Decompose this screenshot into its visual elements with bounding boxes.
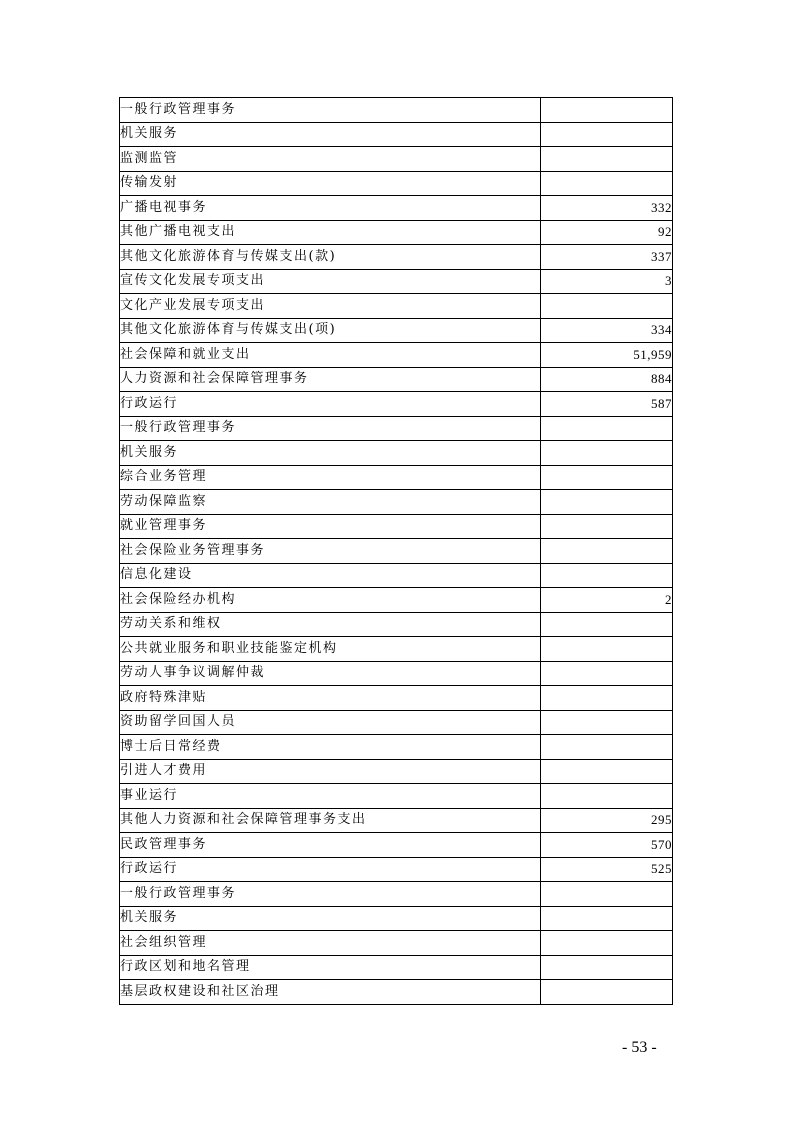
item-name-cell: 机关服务 <box>120 122 541 147</box>
table-row <box>120 367 673 392</box>
table-row <box>120 294 673 319</box>
item-name-cell: 劳动人事争议调解仲裁 <box>120 661 541 686</box>
table-row <box>120 612 673 637</box>
table-row <box>120 490 673 515</box>
table-row <box>120 147 673 172</box>
table-row <box>120 465 673 490</box>
item-name-cell: 信息化建设 <box>120 563 541 588</box>
item-name-cell: 事业运行 <box>120 784 541 809</box>
item-name-cell: 公共就业服务和职业技能鉴定机构 <box>120 637 541 662</box>
amount-cell: 570 <box>541 833 673 858</box>
table-row <box>120 563 673 588</box>
table-row <box>120 514 673 539</box>
amount-cell: 3 <box>541 269 673 294</box>
table-row <box>120 735 673 760</box>
item-name-cell: 社会保险经办机构 <box>120 588 541 613</box>
table-row <box>120 808 673 833</box>
amount-cell <box>541 906 673 931</box>
amount-cell <box>541 661 673 686</box>
amount-cell <box>541 955 673 980</box>
item-name-cell: 一般行政管理事务 <box>120 416 541 441</box>
item-name-cell: 基层政权建设和社区治理 <box>120 980 541 1005</box>
amount-cell: 525 <box>541 857 673 882</box>
amount-cell <box>541 637 673 662</box>
table-row <box>120 122 673 147</box>
table-row <box>120 588 673 613</box>
table-row <box>120 269 673 294</box>
table-row <box>120 220 673 245</box>
item-name-cell: 引进人才费用 <box>120 759 541 784</box>
amount-cell <box>541 122 673 147</box>
table-body <box>120 98 673 1005</box>
item-name-cell: 其他文化旅游体育与传媒支出(款) <box>120 245 541 270</box>
table-row <box>120 931 673 956</box>
table-row <box>120 416 673 441</box>
table-row <box>120 245 673 270</box>
amount-cell <box>541 514 673 539</box>
item-name-cell: 社会保障和就业支出 <box>120 343 541 368</box>
item-name-cell: 其他广播电视支出 <box>120 220 541 245</box>
amount-cell: 92 <box>541 220 673 245</box>
table-row <box>120 343 673 368</box>
amount-cell <box>541 465 673 490</box>
table-row <box>120 906 673 931</box>
table-row <box>120 955 673 980</box>
item-name-cell: 监测监管 <box>120 147 541 172</box>
item-name-cell: 资助留学回国人员 <box>120 710 541 735</box>
amount-cell <box>541 171 673 196</box>
table-row <box>120 661 673 686</box>
amount-cell <box>541 931 673 956</box>
item-name-cell: 劳动关系和维权 <box>120 612 541 637</box>
amount-cell <box>541 686 673 711</box>
table-row <box>120 392 673 417</box>
item-name-cell: 博士后日常经费 <box>120 735 541 760</box>
item-name-cell: 劳动保障监察 <box>120 490 541 515</box>
table-row <box>120 710 673 735</box>
amount-cell <box>541 147 673 172</box>
amount-cell <box>541 735 673 760</box>
amount-cell: 587 <box>541 392 673 417</box>
amount-cell: 334 <box>541 318 673 343</box>
table-row <box>120 980 673 1005</box>
table-row <box>120 784 673 809</box>
amount-cell: 337 <box>541 245 673 270</box>
table-row <box>120 98 673 123</box>
item-name-cell: 行政区划和地名管理 <box>120 955 541 980</box>
item-name-cell: 就业管理事务 <box>120 514 541 539</box>
table-row <box>120 441 673 466</box>
table-row <box>120 759 673 784</box>
item-name-cell: 一般行政管理事务 <box>120 882 541 907</box>
table-row <box>120 196 673 221</box>
item-name-cell: 文化产业发展专项支出 <box>120 294 541 319</box>
amount-cell <box>541 441 673 466</box>
item-name-cell: 社会保险业务管理事务 <box>120 539 541 564</box>
amount-cell: 332 <box>541 196 673 221</box>
amount-cell <box>541 784 673 809</box>
amount-cell <box>541 294 673 319</box>
amount-cell <box>541 563 673 588</box>
amount-cell: 295 <box>541 808 673 833</box>
amount-cell <box>541 416 673 441</box>
table-row <box>120 171 673 196</box>
item-name-cell: 广播电视事务 <box>120 196 541 221</box>
table-row <box>120 857 673 882</box>
item-name-cell: 其他文化旅游体育与传媒支出(项) <box>120 318 541 343</box>
table-row <box>120 539 673 564</box>
table-row <box>120 686 673 711</box>
item-name-cell: 机关服务 <box>120 906 541 931</box>
amount-cell <box>541 612 673 637</box>
table-row <box>120 833 673 858</box>
amount-cell <box>541 98 673 123</box>
item-name-cell: 综合业务管理 <box>120 465 541 490</box>
item-name-cell: 一般行政管理事务 <box>120 98 541 123</box>
amount-cell: 2 <box>541 588 673 613</box>
amount-cell <box>541 539 673 564</box>
amount-cell <box>541 710 673 735</box>
amount-cell: 51,959 <box>541 343 673 368</box>
item-name-cell: 社会组织管理 <box>120 931 541 956</box>
item-name-cell: 行政运行 <box>120 857 541 882</box>
amount-cell <box>541 882 673 907</box>
amount-cell: 884 <box>541 367 673 392</box>
item-name-cell: 行政运行 <box>120 392 541 417</box>
amount-cell <box>541 759 673 784</box>
table-row <box>120 882 673 907</box>
table-row <box>120 637 673 662</box>
item-name-cell: 传输发射 <box>120 171 541 196</box>
item-name-cell: 民政管理事务 <box>120 833 541 858</box>
amount-cell <box>541 490 673 515</box>
item-name-cell: 人力资源和社会保障管理事务 <box>120 367 541 392</box>
item-name-cell: 政府特殊津贴 <box>120 686 541 711</box>
item-name-cell: 机关服务 <box>120 441 541 466</box>
page-number: - 53 - <box>622 1039 657 1056</box>
budget-expenditure-table <box>119 97 673 1005</box>
amount-cell <box>541 980 673 1005</box>
item-name-cell: 宣传文化发展专项支出 <box>120 269 541 294</box>
table-row <box>120 318 673 343</box>
item-name-cell: 其他人力资源和社会保障管理事务支出 <box>120 808 541 833</box>
